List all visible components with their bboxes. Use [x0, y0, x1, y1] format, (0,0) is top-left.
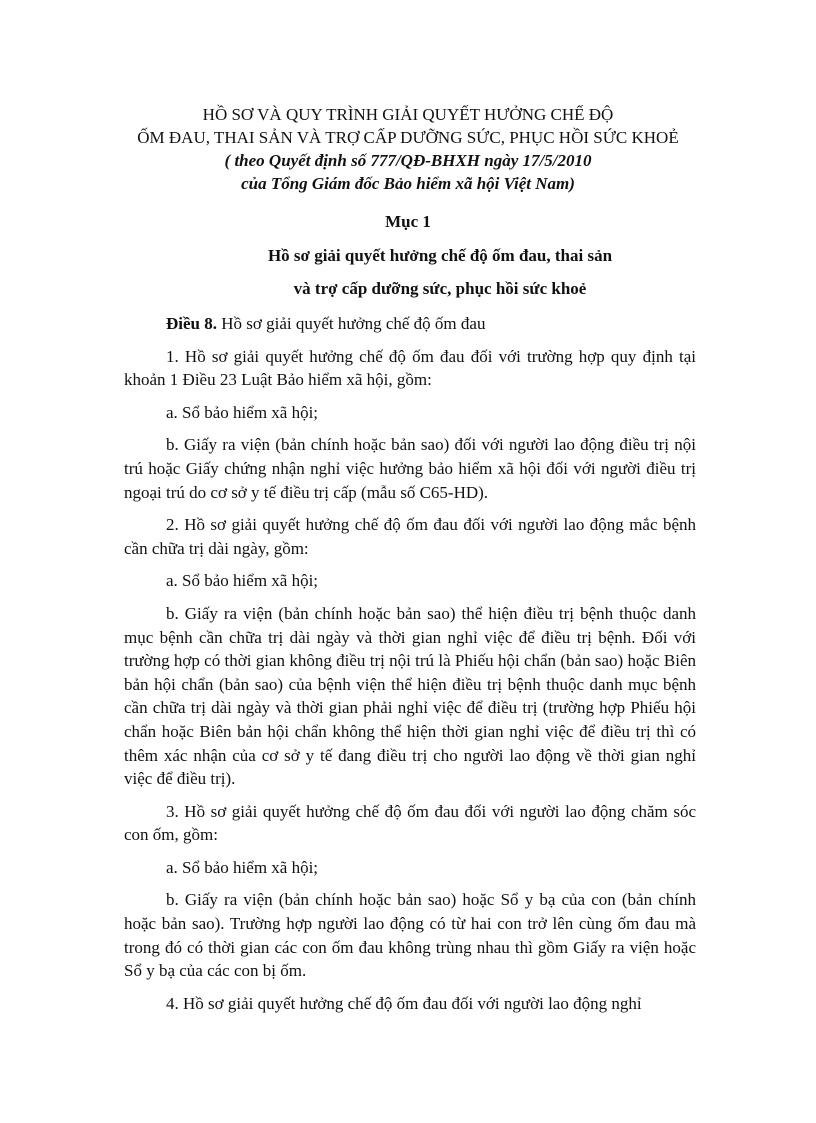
paragraph: 3. Hồ sơ giải quyết hưởng chế độ ốm đau đối với người lao động chăm sóc con ốm, gồm:	[124, 801, 696, 845]
paragraph: b. Giấy ra viện (bản chính hoặc bản sao) đối với người lao động điều trị nội trú hoặc Giấy chứng nhận nghỉ việc hưởng bảo hiểm xã hội đối với người điều trị ngoại trú do cơ sở y tế điều trị cấp (mẫu số C65-HD).	[124, 435, 696, 502]
paragraph: a. Sổ bảo hiểm xã hội;	[166, 402, 319, 422]
section-subtitle-line-1: Hồ sơ giải quyết hưởng chế độ ốm đau, thai sản	[267, 246, 613, 265]
document-header	[100, 103, 716, 195]
header-title-line-2: ỐM ĐAU, THAI SẢN VÀ TRỢ CẤP DƯỠNG SỨC, PHỤC HỒI SỨC KHOẺ	[137, 128, 679, 147]
section-title: Mục 1	[385, 212, 431, 231]
paragraph: 1. Hồ sơ giải quyết hưởng chế độ ốm đau đối với trường hợp quy định tại khoản 1 Điều 23 Luật Bảo hiểm xã hội, gồm:	[124, 346, 696, 390]
paragraph: 4. Hồ sơ giải quyết hưởng chế độ ốm đau đối với người lao động nghỉ	[166, 993, 642, 1013]
header-decision-reference: ( theo Quyết định số 777/QĐ-BHXH ngày 17/5/2010	[224, 151, 592, 170]
document-body	[124, 312, 696, 1024]
paragraph: b. Giấy ra viện (bản chính hoặc bản sao) hoặc Sổ y bạ của con (bản chính hoặc bản sao). Trường hợp người lao động có từ hai con trở lên cùng ốm đau mà trong đó có thời gian các con ốm đau không trùng nhau thì gồm Giấy ra viện hoặc Sổ y bạ của các con bị ốm.	[124, 890, 696, 981]
article-label: Điều 8.	[166, 314, 217, 333]
article-title: Hồ sơ giải quyết hưởng chế độ ốm đau	[217, 314, 486, 333]
header-issuer: của Tổng Giám đốc Bảo hiểm xã hội Việt Nam)	[241, 174, 575, 193]
article-heading	[124, 312, 696, 336]
paragraph: b. Giấy ra viện (bản chính hoặc bản sao) thể hiện điều trị bệnh thuộc danh mục bệnh cần chữa trị dài ngày và thời gian nghỉ việc để điều trị bệnh. Đối với trường hợp có thời gian không điều trị nội trú là Phiếu hội chẩn (bản sao) hoặc Biên bản hội chẩn (bản sao) của bệnh viện thể hiện điều trị bệnh thuộc danh mục bệnh cần chữa trị dài ngày và thời gian phải nghỉ việc để điều trị (trường hợp Phiếu hội chẩn hoặc Biên bản hội chẩn không thể hiện thời gian nghỉ việc để điều trị thì có thêm xác nhận của cơ sở y tế đang điều trị cho người lao động về thời gian nghỉ việc để điều trị).	[124, 603, 696, 789]
header-title-line-1: HỒ SƠ VÀ QUY TRÌNH GIẢI QUYẾT HƯỞNG CHẾ ĐỘ	[202, 105, 614, 124]
paragraph: a. Sổ bảo hiểm xã hội;	[166, 857, 319, 877]
section-subtitle-line-2: và trợ cấp dưỡng sức, phục hồi sức khoẻ	[293, 279, 587, 298]
paragraph: 2. Hồ sơ giải quyết hưởng chế độ ốm đau đối với người lao động mắc bệnh cần chữa trị dài ngày, gồm:	[124, 515, 696, 558]
paragraph: a. Sổ bảo hiểm xã hội;	[166, 571, 319, 591]
